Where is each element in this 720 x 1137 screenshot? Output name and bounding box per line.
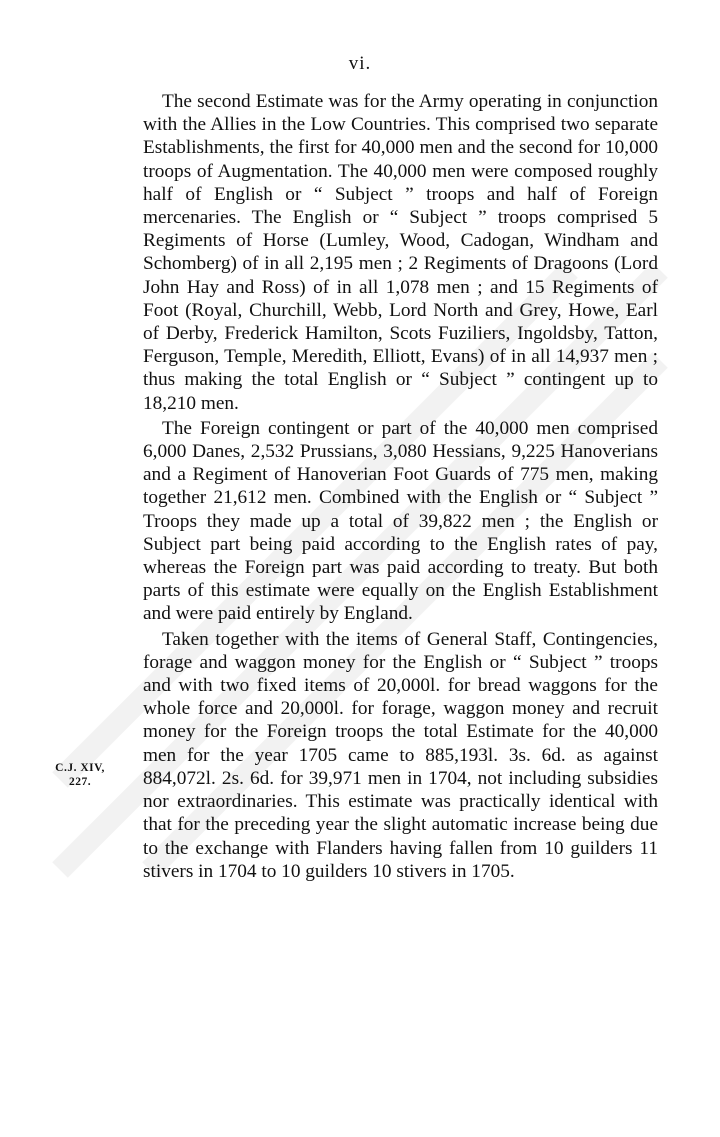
margin-note-page: 227. <box>68 776 92 788</box>
margin-note <box>50 761 110 789</box>
body-text <box>143 90 658 883</box>
paragraph-total-estimate: Taken together with the items of General Staff, Contingencies, forage and waggon money for the English or “ Subject ” troops and with two fixed items of 20,000l. for bread waggons for the whole force and 20,000l. for forage, waggon money and recruit money for the Foreign troops the total Estimate for the 40,000 men for the year 1705 came to 885,193l. 3s. 6d. as against 884,072l. 2s. 6d. for 39,971 men in 1704, not including subsidies nor extraordinaries. This estimate was practically identical with that for the preceding year the slight automatic increase being due to the exchange with Flanders having fallen from 10 guilders 11 stivers in 1704 to 10 guilders 10 stivers in 1705. <box>143 628 658 882</box>
paragraph-foreign-contingent: The Foreign contingent or part of the 40,000 men comprised 6,000 Danes, 2,532 Prussians, 3,080 Hessians, 9,225 Hanoverians and a Regiment of Hanoverian Foot Guards of 775 men, making together 21,612 men. Combined with the English or “ Subject ” Troops they made up a total of 39,822 men ; the English or Subject part being paid according to the English rates of pay, whereas the Foreign part was paid according to treaty. But both parts of this estimate were equally on the English Establishment and were paid entirely by England. <box>143 417 658 625</box>
margin-note-reference: C.J. XIV, <box>55 762 105 774</box>
paragraph-army-estimate: The second Estimate was for the Army operating in conjunction with the Allies in the Low Countries. This comprised two separate Establishments, the first for 40,000 men and the second for 10,000 troops of Augmentation. The 40,000 men were composed roughly half of English or “ Subject ” troops and half of Foreign mercenaries. The English or “ Subject ” troops comprised 5 Regiments of Horse (Lumley, Wood, Cadogan, Windham and Schomberg) of in all 2,195 men ; 2 Regiments of Dragoons (Lord John Hay and Ross) of in all 1,078 men ; and 15 Regiments of Foot (Royal, Churchill, Webb, Lord North and Grey, Howe, Earl of Derby, Frederick Hamilton, Scots Fuziliers, Ingoldsby, Tatton, Ferguson, Temple, Meredith, Elliott, Evans) of in all 14,937 men ; thus making the total English or “ Subject ” contingent up to 18,210 men. <box>143 91 658 414</box>
page-number: vi. <box>348 53 372 74</box>
